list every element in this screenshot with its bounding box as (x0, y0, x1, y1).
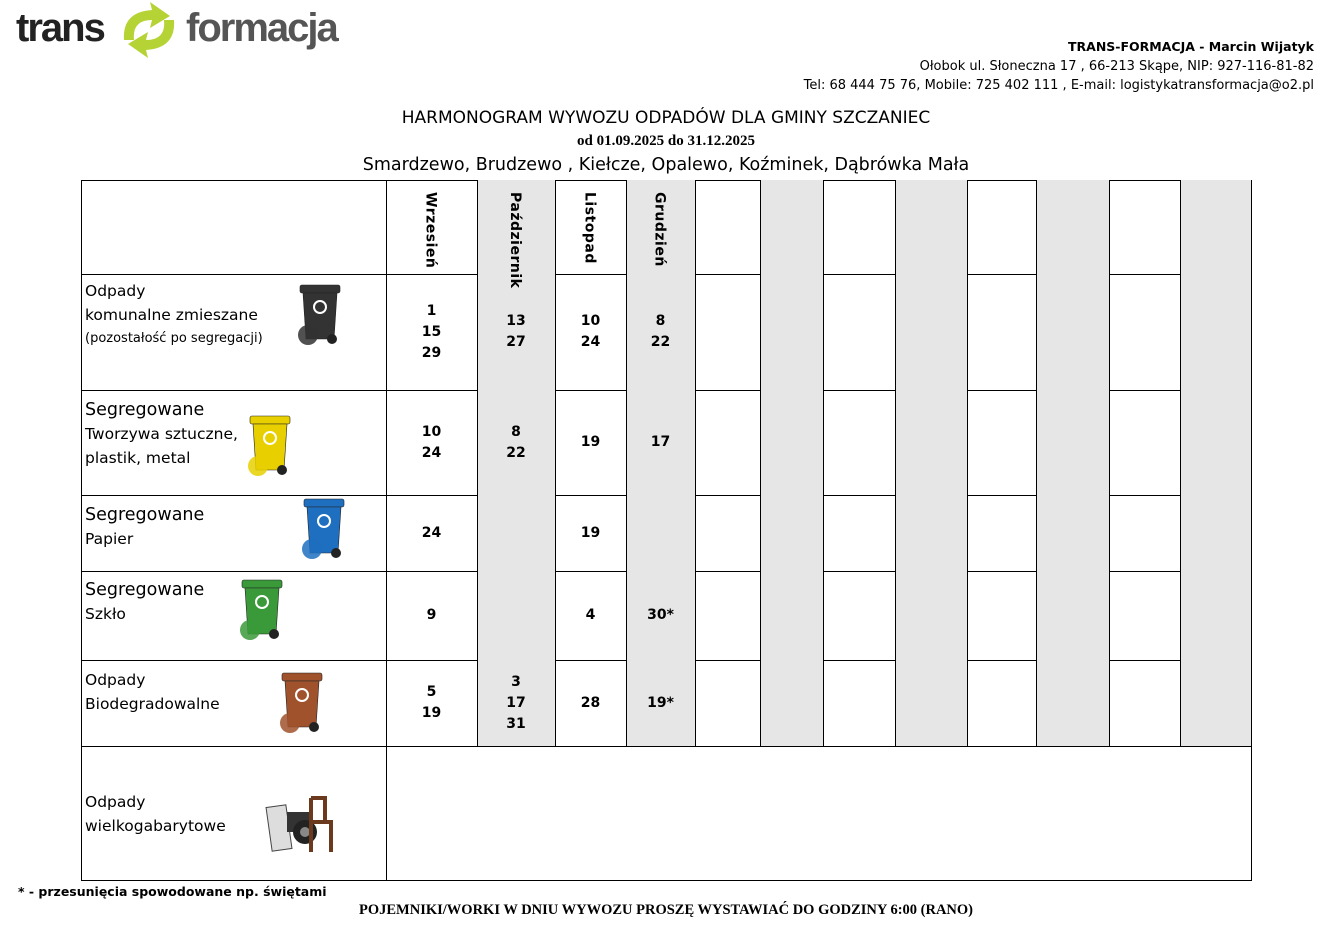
collection-date: 19 (421, 705, 442, 721)
recycle-arrows-icon (114, 0, 184, 60)
collection-date: 19 (580, 434, 601, 450)
shaded-column (760, 180, 823, 746)
waste-bin (298, 495, 354, 565)
table-cell (823, 274, 896, 391)
collection-date: 10 (580, 313, 601, 329)
collection-date: 4 (585, 607, 596, 623)
row-label-line: Szkło (85, 605, 126, 623)
shaded-column (1036, 180, 1109, 746)
row-label-line: Tworzywa sztuczne, (85, 425, 238, 443)
collection-date: 17 (506, 694, 526, 711)
collection-dates (555, 495, 626, 571)
row-label-line: komunalne zmieszane (85, 306, 258, 324)
waste-bin (236, 576, 292, 646)
company-address: Ołobok ul. Słoneczna 17 , 66-213 Skąpe, NIP: 927-116-81-82 (919, 58, 1314, 74)
schedule-period: od 01.09.2025 do 31.12.2025 (577, 133, 755, 149)
collection-date: 13 (506, 313, 526, 329)
waste-bin (265, 792, 335, 860)
row-label (81, 668, 220, 716)
collection-dates (555, 274, 626, 390)
table-cell (967, 571, 1037, 661)
collection-date: 22 (650, 334, 671, 350)
table-cell (967, 390, 1037, 496)
collection-dates (626, 274, 695, 390)
merged-cell (386, 746, 1252, 881)
row-label (81, 398, 238, 470)
table-cell (695, 660, 761, 747)
table-cell (1109, 390, 1181, 496)
row-label-line: plastik, metal (85, 449, 191, 467)
row-label (81, 279, 263, 351)
table-cell (695, 274, 761, 391)
collection-dates (386, 390, 477, 495)
table-cell (967, 180, 1037, 275)
table-cell (1109, 274, 1181, 391)
brown-bin-icon (276, 669, 332, 735)
footer-notice: POJEMNIKI/WORKI W DNIU WYWOZU PROSZĘ WYSTAWIAĆ DO GODZINY 6:00 (RANO) (358, 902, 974, 918)
collection-date: 24 (580, 334, 601, 350)
collection-date: 24 (421, 444, 442, 461)
collection-date: 17 (650, 434, 671, 450)
collection-dates (386, 274, 477, 390)
row-label-line: Segregowane (85, 400, 205, 420)
footnote: * - przesunięcia spowodowane np. świętami (18, 884, 327, 899)
company-name: TRANS-FORMACJA - Marcin Wijatyk (1068, 39, 1314, 54)
table-cell (823, 495, 896, 572)
row-label (81, 503, 204, 551)
shaded-column (1180, 180, 1251, 746)
month-header: Październik (507, 192, 523, 289)
company-logo: trans formacja (14, 0, 344, 62)
table-cell (1109, 571, 1181, 661)
collection-dates (626, 495, 695, 571)
table-cell (1109, 495, 1181, 572)
table-cell (823, 390, 896, 496)
table-cell (823, 180, 896, 275)
collection-dates (477, 274, 555, 390)
row-label-line: wielkogabarytowe (85, 817, 226, 835)
row-label (81, 790, 226, 838)
yellow-bin-icon (244, 412, 300, 478)
row-label-line: Odpady (85, 282, 146, 300)
collection-dates (626, 660, 695, 746)
collection-dates (477, 390, 555, 495)
collection-dates (477, 495, 555, 571)
green-bin-icon (236, 576, 292, 642)
collection-date: 19* (647, 694, 674, 711)
waste-bin (244, 412, 300, 482)
collection-dates (386, 495, 477, 571)
row-label-line: Biodegradowalne (85, 695, 220, 713)
month-header: Wrzesień (422, 192, 439, 269)
table-cell (695, 180, 761, 275)
page-title: HARMONOGRAM WYWOZU ODPADÓW DLA GMINY SZCZANIEC (401, 108, 931, 128)
table-cell (823, 571, 896, 661)
collection-dates (386, 571, 477, 660)
table-cell (967, 495, 1037, 572)
collection-dates (626, 390, 695, 495)
collection-date: 10 (421, 423, 442, 440)
row-label-line: Papier (85, 530, 134, 548)
table-cell (695, 571, 761, 661)
collection-dates (626, 571, 695, 660)
localities: Smardzewo, Brudzewo , Kiełcze, Opalewo, Koźminek, Dąbrówka Mała (362, 155, 970, 175)
table-cell (1109, 660, 1181, 747)
collection-dates (477, 571, 555, 660)
collection-date: 27 (506, 334, 526, 350)
company-contact: Tel: 68 444 75 76, Mobile: 725 402 111 , E-mail: logistykatransformacja@o2.pl (803, 78, 1314, 93)
table-cell (81, 180, 387, 275)
row-label (81, 578, 204, 626)
collection-date: 30* (647, 607, 674, 623)
collection-date: 8 (511, 423, 521, 440)
collection-dates (386, 660, 477, 746)
collection-date: 9 (426, 607, 437, 623)
waste-bin (294, 281, 350, 351)
collection-date: 24 (421, 524, 442, 541)
month-header: Listopad (581, 192, 598, 264)
furniture-icon (265, 792, 335, 856)
black-bin-icon (294, 281, 350, 347)
company-info (804, 37, 1314, 96)
collection-date: 31 (506, 715, 526, 732)
row-label-line: (pozostałość po segregacji) (85, 331, 263, 346)
collection-date: 8 (655, 313, 666, 329)
collection-date: 3 (511, 673, 521, 690)
collection-dates (477, 660, 555, 746)
row-label-line: Segregowane (85, 505, 205, 525)
shaded-column (895, 180, 967, 746)
month-header: Grudzień (651, 192, 668, 267)
blue-bin-icon (298, 495, 354, 561)
table-cell (967, 660, 1037, 747)
collection-dates (555, 660, 626, 746)
row-label-line: Segregowane (85, 580, 205, 600)
collection-date: 22 (506, 444, 526, 461)
table-cell (1109, 180, 1181, 275)
waste-bin (276, 669, 332, 739)
collection-dates (555, 390, 626, 495)
collection-date: 15 (421, 323, 442, 340)
collection-dates (555, 571, 626, 660)
collection-date: 29 (421, 344, 442, 361)
table-cell (695, 495, 761, 572)
collection-date: 19 (580, 524, 601, 541)
collection-date: 28 (580, 694, 601, 711)
table-cell (967, 274, 1037, 391)
row-label-line: Odpady (85, 671, 146, 689)
collection-date: 5 (426, 684, 437, 700)
table-cell (695, 390, 761, 496)
collection-date: 1 (426, 302, 437, 319)
row-label-line: Odpady (85, 793, 146, 811)
table-cell (823, 660, 896, 747)
